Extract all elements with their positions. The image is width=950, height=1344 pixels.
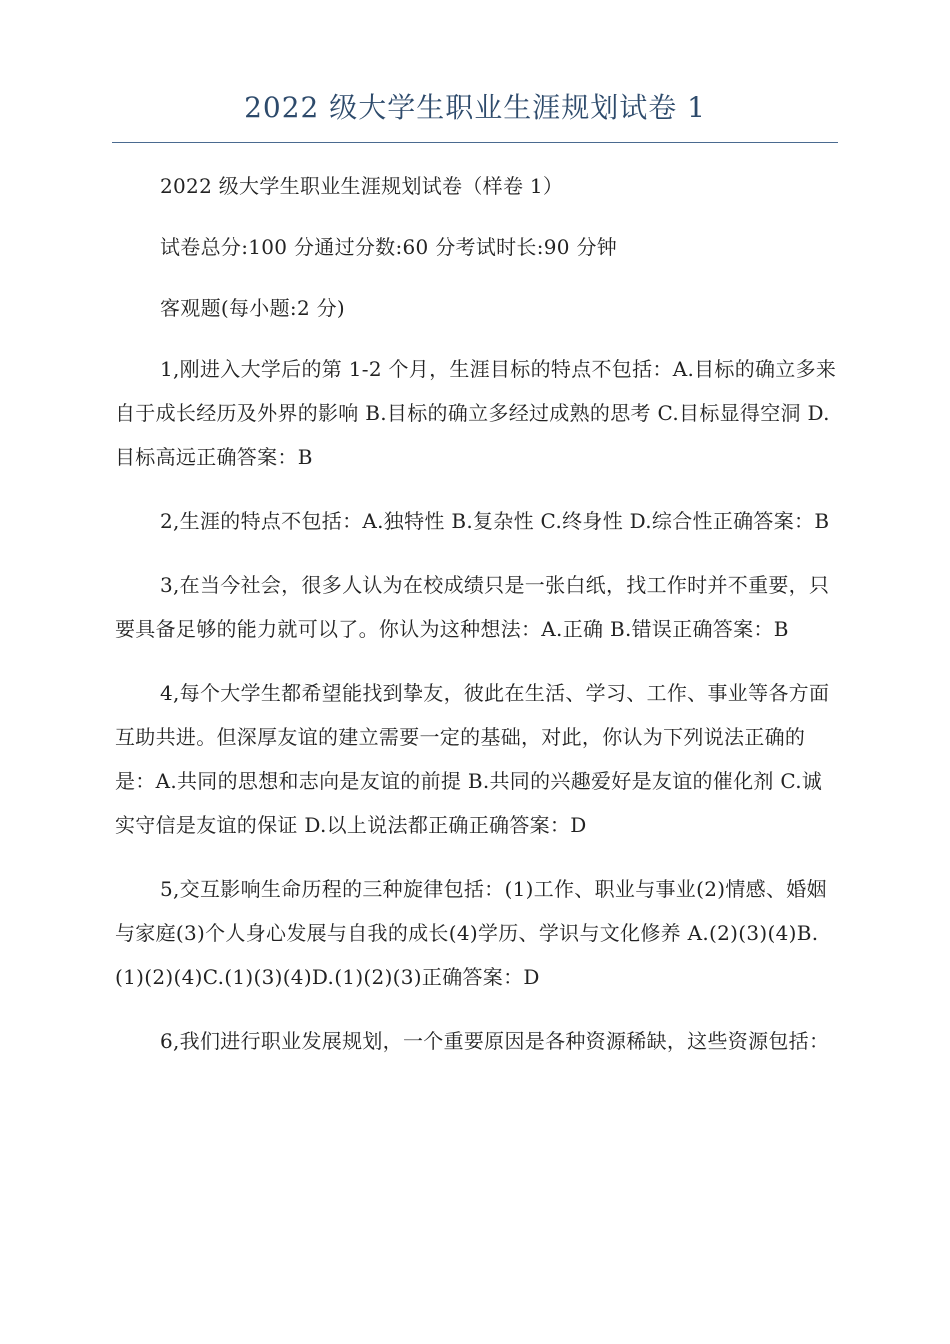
exam-info: 试卷总分:100 分通过分数:60 分考试时长:90 分钟 xyxy=(160,235,618,259)
document-title: 2022 级大学生职业生涯规划试卷 1 xyxy=(244,91,706,124)
section-heading: 客观题(每小题:2 分) xyxy=(160,296,346,320)
question-4: 4,每个大学生都希望能找到挚友，彼此在生活、学习、工作、事业等各方面互助共进。但深厚友谊的建立需要一定的基础，对此，你认为下列说法正确的是：A.共同的思想和志向是友谊的前提 B.共同的兴趣爱好是友谊的催化剂 C.诚实守信是友谊的保证 D.以上说法都正确正确答案：D xyxy=(115,681,830,837)
exam-subtitle: 2022 级大学生职业生涯规划试卷（样卷 1） xyxy=(160,174,564,198)
question-6: 6,我们进行职业发展规划，一个重要原因是各种资源稀缺，这些资源包括： xyxy=(160,1029,830,1053)
question-3: 3,在当今社会，很多人认为在校成绩只是一张白纸，找工作时并不重要，只要具备足够的能力就可以了。你认为这种想法：A.正确 B.错误正确答案：B xyxy=(115,573,830,641)
question-1: 1,刚进入大学后的第 1-2 个月，生涯目标的特点不包括：A.目标的确立多来自于成长经历及外界的影响 B.目标的确立多经过成熟的思考 C.目标显得空洞 D.目标高远正确答案：B xyxy=(115,357,837,469)
question-2: 2,生涯的特点不包括：A.独特性 B.复杂性 C.终身性 D.综合性正确答案：B xyxy=(160,509,830,533)
title-divider xyxy=(112,142,838,143)
question-5: 5,交互影响生命历程的三种旋律包括：(1)工作、职业与事业(2)情感、婚姻与家庭(3)个人身心发展与自我的成长(4)学历、学识与文化修养 A.(2)(3)(4)B.(1)(2)(4)C.(1)(3)(4)D.(1)(2)(3)正确答案：D xyxy=(115,877,827,989)
document-body xyxy=(115,164,839,1083)
